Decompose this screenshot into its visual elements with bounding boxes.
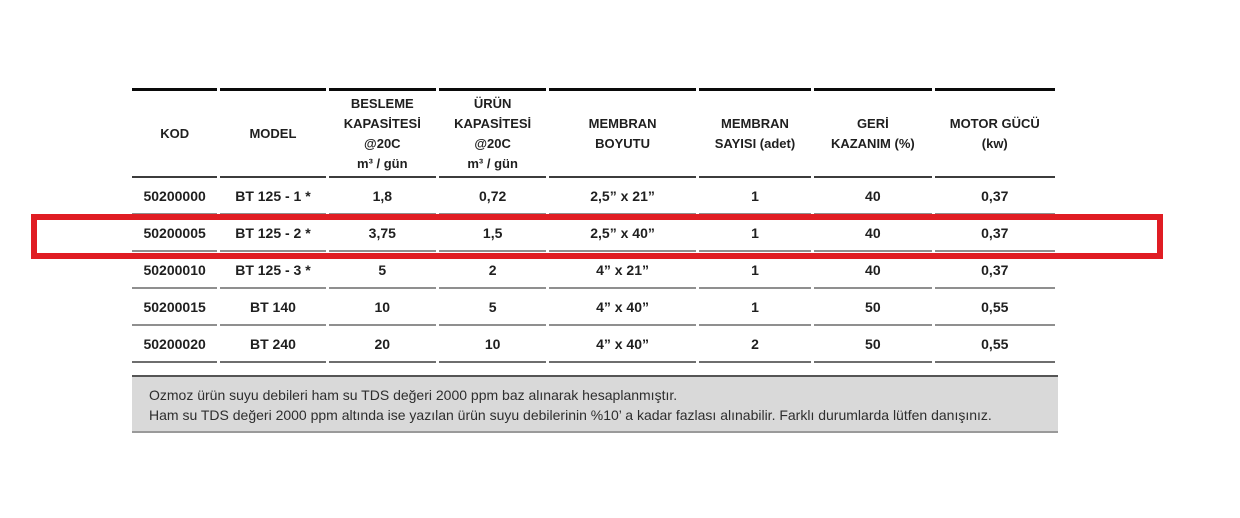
cell-model: BT 240 (220, 326, 325, 363)
cell-besleme: 5 (329, 252, 436, 289)
cell-motor: 0,55 (935, 326, 1055, 363)
cell-sayi: 1 (699, 289, 811, 326)
column-header-urun-kapasitesi (439, 88, 546, 178)
header-line: (kw) (981, 135, 1008, 151)
cell-kod: 50200010 (132, 252, 217, 289)
cell-geri: 40 (814, 252, 931, 289)
column-header-model (220, 88, 325, 178)
header-line: KAZANIM (%) (830, 135, 915, 151)
header-line: ÜRÜN (473, 95, 512, 111)
table-header-row (132, 88, 1055, 178)
cell-geri: 50 (814, 326, 931, 363)
cell-model: BT 125 - 2 * (220, 215, 325, 252)
header-line: BESLEME (350, 95, 414, 111)
header-line: m³ / gün (357, 155, 408, 171)
column-header-motor-gucu (935, 88, 1055, 178)
table-row (132, 178, 1055, 215)
cell-besleme: 10 (329, 289, 436, 326)
product-spec-table (129, 88, 1058, 363)
cell-urun: 0,72 (439, 178, 546, 215)
header-line: KAPASİTESİ (343, 115, 421, 131)
column-header-besleme-kapasitesi (329, 88, 436, 178)
header-line: KAPASİTESİ (454, 115, 532, 131)
cell-besleme: 20 (329, 326, 436, 363)
cell-boyut: 2,5” x 40” (549, 215, 695, 252)
column-header-membran-boyutu (549, 88, 695, 178)
cell-motor: 0,55 (935, 289, 1055, 326)
cell-motor: 0,37 (935, 215, 1055, 252)
cell-sayi: 1 (699, 252, 811, 289)
cell-boyut: 4” x 40” (549, 289, 695, 326)
cell-urun: 5 (439, 289, 546, 326)
header-line: @20C (364, 135, 401, 151)
cell-boyut: 4” x 21” (549, 252, 695, 289)
cell-sayi: 2 (699, 326, 811, 363)
cell-kod: 50200020 (132, 326, 217, 363)
cell-urun: 10 (439, 326, 546, 363)
table-row-highlighted (132, 215, 1055, 252)
cell-model: BT 140 (220, 289, 325, 326)
header-line: GERİ (856, 115, 889, 131)
footnote-line: Ozmoz ürün suyu debileri ham su TDS değeri 2000 ppm baz alınarak hesaplanmıştır. (149, 387, 678, 403)
header-line: MODEL (249, 125, 297, 141)
header-line: MEMBRAN (588, 115, 657, 131)
cell-kod: 50200005 (132, 215, 217, 252)
header-line: MEMBRAN (721, 115, 789, 131)
cell-kod: 50200015 (132, 289, 217, 326)
table-row (132, 289, 1055, 326)
cell-boyut: 4” x 40” (549, 326, 695, 363)
cell-sayi: 1 (699, 178, 811, 215)
cell-geri: 40 (814, 178, 931, 215)
cell-model: BT 125 - 3 * (220, 252, 325, 289)
header-line: KOD (160, 125, 190, 141)
footnote-box (132, 375, 1058, 433)
cell-boyut: 2,5” x 21” (549, 178, 695, 215)
cell-sayi: 1 (699, 215, 811, 252)
table-row (132, 252, 1055, 289)
column-header-geri-kazanim (814, 88, 931, 178)
header-line: m³ / gün (467, 155, 518, 171)
header-line: @20C (474, 135, 511, 151)
cell-besleme: 3,75 (329, 215, 436, 252)
header-line: MOTOR GÜCÜ (949, 115, 1040, 131)
cell-motor: 0,37 (935, 252, 1055, 289)
header-line: BOYUTU (595, 135, 650, 151)
header-line: SAYISI (adet) (714, 135, 796, 151)
cell-geri: 50 (814, 289, 931, 326)
cell-besleme: 1,8 (329, 178, 436, 215)
cell-model: BT 125 - 1 * (220, 178, 325, 215)
cell-urun: 2 (439, 252, 546, 289)
cell-geri: 40 (814, 215, 931, 252)
cell-kod: 50200000 (132, 178, 217, 215)
cell-urun: 1,5 (439, 215, 546, 252)
column-header-kod (132, 88, 217, 178)
cell-motor: 0,37 (935, 178, 1055, 215)
footnote-line: Ham su TDS değeri 2000 ppm altında ise yazılan ürün suyu debilerinin %10’ a kadar fazlası alınabilir. Farklı durumlarda lütfen danışınız. (149, 407, 992, 423)
table-row (132, 326, 1055, 363)
column-header-membran-sayisi (699, 88, 811, 178)
